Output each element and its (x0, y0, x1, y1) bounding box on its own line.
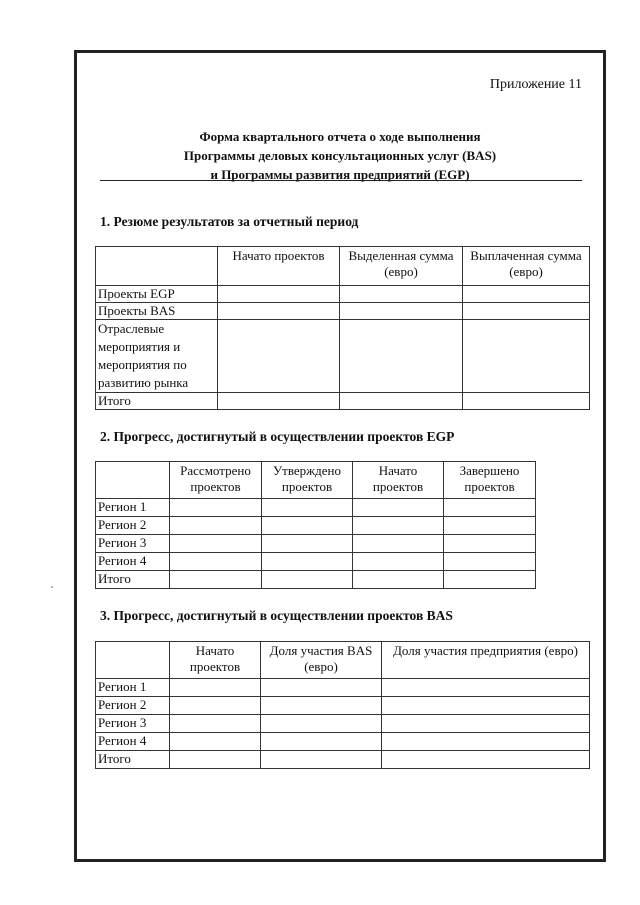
table-header-row (96, 247, 590, 286)
table-row (96, 303, 590, 320)
row-label: Регион 4 (96, 553, 170, 571)
table-cell[interactable] (382, 679, 590, 697)
row-label: Регион 4 (96, 733, 170, 751)
header-cell (96, 462, 170, 499)
table-cell[interactable] (444, 535, 536, 553)
table-cell[interactable] (170, 715, 261, 733)
table-cell[interactable] (262, 535, 353, 553)
table-row (96, 733, 590, 751)
header-cell: Утверждено проектов (262, 462, 353, 499)
table-cell[interactable] (444, 571, 536, 589)
title-line-3: и Программы развития предприятий (EGP) (210, 167, 470, 182)
table-cell[interactable] (218, 320, 340, 393)
row-label: Проекты EGP (96, 286, 218, 303)
table-header-row (96, 462, 536, 499)
table-cell[interactable] (353, 571, 444, 589)
table-cell[interactable] (340, 303, 463, 320)
scan-speck (51, 586, 53, 588)
header-cell: Рассмотрено проектов (170, 462, 262, 499)
header-cell: Начато проектов (353, 462, 444, 499)
table-row (96, 679, 590, 697)
table-row (96, 535, 536, 553)
table-cell[interactable] (218, 286, 340, 303)
row-label: Регион 2 (96, 697, 170, 715)
section-1-heading: 1. Резюме результатов за отчетный период (100, 214, 359, 229)
table-cell[interactable] (170, 679, 261, 697)
table-cell[interactable] (340, 320, 463, 393)
table-cell[interactable] (463, 320, 590, 393)
title-line-2: Программы деловых консультационных услуг (BAS) (183, 148, 497, 163)
table-cell[interactable] (444, 553, 536, 571)
table-row (96, 393, 590, 410)
table-cell[interactable] (218, 303, 340, 320)
table-cell[interactable] (170, 553, 262, 571)
table-row (96, 571, 536, 589)
header-cell: Завершено проектов (444, 462, 536, 499)
table-cell[interactable] (262, 553, 353, 571)
row-label: Регион 1 (96, 679, 170, 697)
table-cell[interactable] (382, 697, 590, 715)
header-cell: Начато проектов (218, 247, 340, 286)
table-cell[interactable] (353, 517, 444, 535)
table-cell[interactable] (353, 499, 444, 517)
table-cell[interactable] (261, 751, 382, 769)
table-cell[interactable] (261, 715, 382, 733)
summary-table (95, 246, 590, 410)
table-row (96, 715, 590, 733)
table-cell[interactable] (463, 303, 590, 320)
table-row (96, 286, 590, 303)
table-cell[interactable] (463, 286, 590, 303)
table-cell[interactable] (340, 286, 463, 303)
table-cell[interactable] (218, 393, 340, 410)
header-cell (96, 642, 170, 679)
header-cell: Доля участия BAS (евро) (261, 642, 382, 679)
table-cell[interactable] (340, 393, 463, 410)
table-cell[interactable] (444, 517, 536, 535)
row-label: Проекты BAS (96, 303, 218, 320)
table-row (96, 751, 590, 769)
table-cell[interactable] (170, 571, 262, 589)
form-title (100, 127, 580, 184)
section-3-heading: 3. Прогресс, достигнутый в осуществлении проектов BAS (100, 608, 453, 623)
table-row (96, 517, 536, 535)
row-label: Регион 1 (96, 499, 170, 517)
table-cell[interactable] (262, 517, 353, 535)
table-cell[interactable] (261, 679, 382, 697)
table-cell[interactable] (444, 499, 536, 517)
table-cell[interactable] (170, 697, 261, 715)
table-cell[interactable] (262, 571, 353, 589)
table-cell[interactable] (382, 733, 590, 751)
row-label: Регион 2 (96, 517, 170, 535)
row-label: Регион 3 (96, 535, 170, 553)
row-label: Итого (96, 751, 170, 769)
bas-progress-table (95, 641, 590, 769)
table-header-row (96, 642, 590, 679)
table-row (96, 320, 590, 393)
table-cell[interactable] (261, 733, 382, 751)
table-cell[interactable] (382, 751, 590, 769)
table-cell[interactable] (463, 393, 590, 410)
header-cell: Доля участия предприятия (евро) (382, 642, 590, 679)
table-cell[interactable] (170, 733, 261, 751)
row-label: Итого (96, 393, 218, 410)
table-cell[interactable] (170, 499, 262, 517)
table-cell[interactable] (261, 697, 382, 715)
title-underline (100, 180, 582, 181)
header-cell: Выплаченная сумма (евро) (463, 247, 590, 286)
table-cell[interactable] (170, 517, 262, 535)
table-cell[interactable] (353, 535, 444, 553)
row-label: Отраслевые мероприятия и мероприятия по развитию рынка (96, 320, 218, 393)
table-row (96, 697, 590, 715)
header-cell: Выделенная сумма (евро) (340, 247, 463, 286)
section-2-heading: 2. Прогресс, достигнутый в осуществлении проектов EGP (100, 429, 455, 444)
table-row (96, 499, 536, 517)
table-cell[interactable] (170, 535, 262, 553)
appendix-label: Приложение 11 (489, 77, 582, 92)
header-cell: Начато проектов (170, 642, 261, 679)
egp-progress-table (95, 461, 536, 589)
table-row (96, 553, 536, 571)
table-cell[interactable] (353, 553, 444, 571)
table-cell[interactable] (262, 499, 353, 517)
header-cell (96, 247, 218, 286)
table-cell[interactable] (170, 751, 261, 769)
title-line-1: Форма квартального отчета о ходе выполнения (199, 129, 481, 144)
row-label: Итого (96, 571, 170, 589)
row-label: Регион 3 (96, 715, 170, 733)
table-cell[interactable] (382, 715, 590, 733)
